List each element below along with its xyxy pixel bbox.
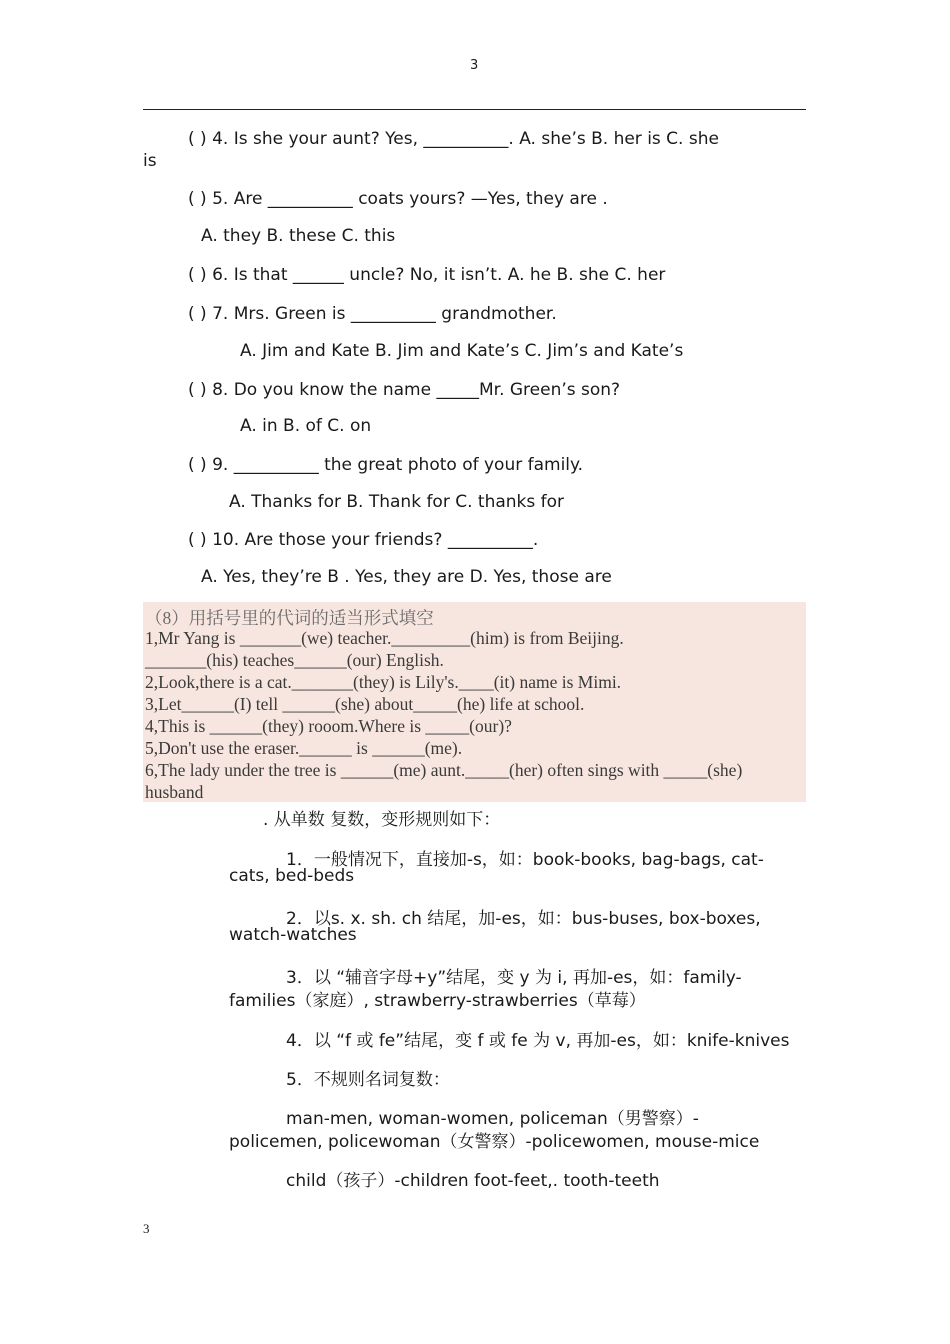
section-8-line: _______(his) teaches______(our) English. <box>145 650 444 670</box>
irregular-plurals-3: child（孩子）-children foot-feet,. tooth-teeth <box>286 1171 660 1191</box>
plural-rule-3-cont: families（家庭）, strawberry-strawberries（草莓） <box>229 991 646 1011</box>
section-8-line: 5,Don't use the eraser.______ is ______(me). <box>145 738 463 758</box>
question-5: ( ) 5. Are __________ coats yours? —Yes, they are . <box>188 189 608 209</box>
section-8-line: husband <box>145 782 204 802</box>
plural-rule-2: 2．以s. x. sh. ch 结尾，加-es，如：bus-buses, box-boxes, <box>286 909 761 929</box>
section-8-line: 3,Let______(I) tell ______(she) about_____(he) life at school. <box>145 694 585 714</box>
question-8: ( ) 8. Do you know the name _____Mr. Green’s son? <box>188 380 621 400</box>
question-4-wrap: is <box>143 151 157 171</box>
header-divider <box>143 109 806 110</box>
irregular-plurals-1: man-men, woman-women, policeman（男警察）- <box>286 1109 699 1129</box>
plural-rule-4: 4．以 “f 或 fe”结尾，变 f 或 fe 为 v, 再加-es，如：knife-knives <box>286 1031 790 1051</box>
section-8-title: （8）用括号里的代词的适当形式填空 <box>145 608 434 628</box>
question-8-options: A. in B. of C. on <box>240 416 372 436</box>
footer-page-number: 3 <box>143 1221 150 1236</box>
question-7: ( ) 7. Mrs. Green is __________ grandmother. <box>188 304 557 324</box>
plural-rule-3: 3．以 “辅音字母+y”结尾，变 y 为 i, 再加-es，如：family- <box>286 968 742 988</box>
question-9-options: A. Thanks for B. Thank for C. thanks for <box>229 492 565 512</box>
header-page-number: 3 <box>470 58 479 73</box>
plural-rule-1: 1．一般情况下，直接加-s，如：book-books, bag-bags, cat- <box>286 850 764 870</box>
question-4: ( ) 4. Is she your aunt? Yes, __________. A. she’s B. her is C. she <box>188 129 719 149</box>
section-8-line: 4,This is ______(they) rooom.Where is _____(our)? <box>145 716 512 736</box>
section-8-line: 2,Look,there is a cat._______(they) is Lily's.____(it) name is Mimi. <box>145 672 622 692</box>
irregular-plurals-2: policemen, policewoman（女警察）-policewomen, mouse-mice <box>229 1132 760 1152</box>
question-9: ( ) 9. __________ the great photo of your family. <box>188 455 584 475</box>
section-8-line: 6,The lady under the tree is ______(me) aunt._____(her) often sings with _____(she) <box>145 760 743 780</box>
question-10: ( ) 10. Are those your friends? __________. <box>188 530 539 550</box>
plural-rule-2-cont: watch-watches <box>229 925 357 945</box>
question-6: ( ) 6. Is that ______ uncle? No, it isn’t. A. he B. she C. her <box>188 265 666 285</box>
section-8-line: 1,Mr Yang is _______(we) teacher._________(him) is from Beijing. <box>145 628 624 648</box>
plural-rule-1-cont: cats, bed-beds <box>229 866 355 886</box>
plural-rules-heading: . 从单数 复数，变形规则如下： <box>263 810 501 830</box>
question-7-options: A. Jim and Kate B. Jim and Kate’s C. Jim’s and Kate’s <box>240 341 684 361</box>
question-5-options: A. they B. these C. this <box>201 226 396 246</box>
question-10-options: A. Yes, they’re B . Yes, they are D. Yes, those are <box>201 567 612 587</box>
plural-rule-5: 5．不规则名词复数： <box>286 1070 450 1090</box>
